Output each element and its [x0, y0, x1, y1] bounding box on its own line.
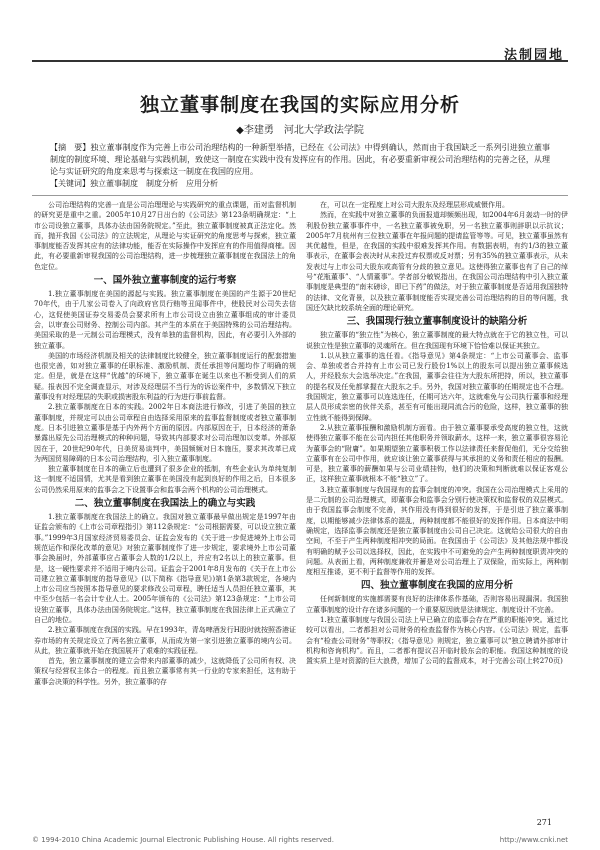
page-number: 271 — [536, 818, 552, 827]
footer-copyright: © 1994-2010 China Academic Journal Electronic Publishing House. All rights reserved. — [32, 836, 334, 844]
body-paragraph: 公司治理结构的完善一直是公司治理理论与实践研究的重点课题，而对监督机制的研究更是重中之重。2005年10月27日出台的《公司法》第123条明确规定：“上市公司设独立董事，具体办法由国务院规定。”至此，独立董事制度被真正法定化。然而，抛开我国《公司法》的立法规定，从理论与实证研究的角度思考与探索，独立董事制度能否发挥其应有的法律功能，能否在实际操作中发挥应有的作用值得商榷。因此，有必要重新审视我国的公司治理结构，进一步梳理独立董事制度在我国法上的角色定位。 — [34, 201, 296, 271]
section-heading: 四、独立董事制度在我国的应用分析 — [360, 580, 513, 592]
abstract: 【摘 要】独立董事制度作为完善上市公司治理结构的一种新型举措，已经在《公司法》中得到确认，然而由于我国缺乏一系列引进独立董事制度的制度环境、理论基础与实践机制，致使这一制度在实践中没有发挥应有的作用。因此，有必要重新审视公司治理结构的完善之径，从理论与实证研究的角度来思考与探索这一制度在我国的应用。 — [50, 143, 550, 176]
section-heading: 二、独立董事制度在我国法上的确立与实践 — [74, 498, 256, 510]
body-paragraph: 2.独立董事制度在日本的实践。2002年日本商法进行修改，引进了美国的独立董事制度，并规定可以由公司章程自由选择采用原来的监事监督制度或者独立董事制度。日本引进独立董事是基于内外两个方面的原因。内部原因在于，日本经济的萧条暴露出原先公司治理模式的种种问题，导致其内部要求对公司治理加以变革。外部原因在于，20世纪90年代，日美贸易谈判中，美国频频对日本施压，要求其改革已成为两国贸易障碍的日本公司治理结构，引入独立董事制度。 — [34, 403, 296, 463]
body-paragraph: 1.独立董事制度在美国的源起与实践。独立董事制度在美国的产生源于20世纪70年代，由于几家公司卷入了向政府官员行贿等丑闻事件中，使股民对公司失去信心，这促使美国证券交易委员会要求所有上市公司设立由独立董事组成的审计委员会，以审查公司财务、控制公司内部。其产生的本质在于美国特殊的公司治理结构。美国采取的是一元制公司治理模式，没有单独的监督机构，因此，有必要引入外部的独立董事。 — [34, 290, 296, 350]
body-paragraph: 任何新制度的实施都需要有良好的法律体系作基础，否则容易出现漏洞。我国独立董事制度的设计存在诸多问题的一个重要原因就是法律规定、制度设计不完善。 — [306, 595, 568, 614]
section-header: 法制园地 — [503, 48, 564, 63]
body-paragraph: 2.从独立董事报酬和激励机制方面看。由于独立董事要承受高度的独立性，这就使得独立董事不能在公司内担任其他职务并领取薪水，这样一来，独立董事很容易沦为董事会的“附庸”。如果期望独立董事积极工作以法律责任来督促他们，无分交给独立董事有在公司中作用，就应该让独立董事获得与其承担的义务和责任相应的报酬。可是，独立董事的薪酬如果与公司业绩挂钩，他们的决策和判断就难以保证客观公正，这样独立董事就根本不能“独立”了。 — [306, 423, 568, 484]
article-title: 独立董事制度在我国的实际应用分析 — [139, 94, 460, 116]
author-byline: ◆李建勇 河北大学政法学院 — [236, 125, 364, 136]
abstract-divider — [32, 195, 568, 196]
body-paragraph: 1.独立董事制度与我国公司法上早已确立的监事会存在严重的职能冲突。通过比较可以看出，二者都担对公司财务的检查监督作为核心内容。《公司法》规定，监事会有“检查公司财务”等职权；《指导意见》则规定，独立董事可以“独立聘请外部审计机构和咨询机构”。而且，二者都有提议召开临时股东会的职能。我国这种制度的设置实质上是对资源的巨大浪费，增加了公司的监督成本，对于完善公司(上转270页) — [306, 615, 568, 666]
left-column — [34, 200, 296, 687]
body-paragraph: 1.独立董事制度在我国法上的确立。我国对独立董事最早做出规定是1997年由证监会颁布的《上市公司章程指引》第112条规定：“公司根据需要，可以设立独立董事。”1999年3月国家经济贸易委员会、证监会发布的《关于进一步促进境外上市公司规范运作和深化改革的意见》对独立董事制度作了进一步规定，要求境外上市公司董事会换届时，外部董事应占董事会人数的1/2以上，并应有2名以上的独立董事。但是，这一硬性要求并不适用于境内公司。证监会于2001年8月发布的《关于在上市公司建立独立董事制度的指导意见》(以下简称《指导意见》)第1条第3款规定，各境内上市公司应当按照本指导意见的要求修改公司章程，聘任适当人员担任独立董事，其中至少包括一名会计专业人士。2005年颁布的《公司法》第123条规定：“上市公司设独立董事，具体办法由国务院规定。”这样，独立董事制度在我国法律上正式确立了自己的地位。 — [34, 513, 296, 624]
body-paragraph: 美国的市场经济机制及相关的法律制度比较健全，独立董事制度运行的配套措施也很完善，如对独立董事的任职标准、激励机制、责任承担等问题均作了明确的规定。但是，就是在这样“优越”的环境下，独立董事在诞生以来也不断受到人们的质疑。报表因不完全调查显示，对涉及经理层不当行为的诉讼案件中，多数情况下独立董事没有对经理层的失职或损害股东利益的行为进行事前监督。 — [34, 351, 296, 402]
header-divider — [32, 60, 568, 62]
keywords: 【关键词】独立董事制度 制度分析 应用分析 — [50, 179, 218, 188]
section-heading: 三、我国现行独立董事制度设计的缺陷分析 — [346, 316, 528, 328]
footer — [32, 836, 568, 844]
right-column — [306, 200, 568, 666]
section-heading: 一、国外独立董事制度的运行考察 — [93, 275, 237, 287]
body-paragraph: 独立董事制度在日本的确立后也遭到了很多企业的抵制，有些企业认为单纯复制这一制度不适国情，尤其是看到独立董事在美国没有起到良好的作用之后，日本很多公司仍然采用原来的监事会之下设置事会和监事会两个机构的公司治理模式。 — [34, 465, 296, 494]
body-paragraph: 首先，独立董事制度的建立会带来内部董事的减少，这就降低了公司所有权、决策权与经营权主体合一的程度。而且独立董事常有其一行业的专家来担任，这有助于董事会决策的科学性。另外，独立董事的存 — [34, 657, 296, 686]
body-paragraph: 2.独立董事制度在我国的实践。早在1993年，青岛啤酒发行H股时就按照香港证券市场的有关规定设立了两名独立董事，从而成为第一家引进独立董事的境内公司。从此，独立董事就开始在我国展开了艰难的实践征程。 — [34, 626, 296, 655]
body-paragraph: 然而，在实践中对独立董事的负面报道却频频出现，如2004年6月轰动一时的伊利股份独立董事事件中，一名独立董事被免职，另一名独立董事则辞职以示抗议；2005年7月杭州有三位独立董事在年报问题的提请监管等等。可见，独立董事虽然有其优越性，但是，在我国的实践中很难发挥其作用。有数据表明，有约1/3的独立董事表示，在董事会表决时从未投过弃权票或反对票；另有35%的独立董事表示，从未发表过与上市公司大股东或高管有分歧的独立意见。这使得独立董事也有了自己的绰号“花瓶董事”、“人情董事”。学者部分敏锐指出，在我国公司治理结构中引入独立董事制度是典型的“南末磅诊，即已下药”的做法，对于独立董事制度是否适用我国独特的法律、文化背景，以及独立董事制度能否实现完善公司治理结构的目的等问题，我国还欠缺比较系统全面的理论研究。 — [306, 211, 568, 312]
footer-url: http://www.cnki.net — [499, 836, 568, 844]
body-paragraph: 3.独立董事制度与我国现有的监事会制度的冲突。我国在公司治理模式上采用的是二元制的公司治理模式，即董事会和监事会分别行使决策权和监督权的双层模式。由于我国监事会制度不完善，其作用没有得到很好的发挥，于是引进了独立董事制度，以期能够减少法律体系的混乱，两种制度都不能很好的发挥作用。日本商法中明确规定，选择监事会制度还是独立董事制度由公司自己决定。这就给公司很大的自由空间，不至于产生两种制度相冲突的局面。在我国由于《公司法》及其他法规中都没有明确的赋予公司以选择权，因此，在实践中不可避免的会产生两种制度职责冲突的问题。从表面上看，两种制度兼收并蓄是对公司治理上了双保险，而实际上，两种制度相互推诿，更不利于监督等作用的发挥。 — [306, 485, 568, 577]
body-paragraph: 独立董事的“独立性”为核心，独立董事制度的最大特点就在于它的独立性，可以说独立性是独立董事的灵魂所在。但在我国现有环境下恰恰难以保证其独立。 — [306, 331, 568, 350]
body-paragraph: 在，可以在一定程度上对公司大股东及经理层形成威慑作用。 — [320, 201, 509, 209]
body-paragraph: 1.以从独立董事的选任看。《指导意见》第4条规定：“上市公司董事会、监事会、单独或者合并持有上市公司已发行股份1%以上的股东可以提出独立董事候选人，并经股东大会选举决定。”在我国，董事会往往为大股东所把持，所以，独立董事的提名权及任免都掌握在大股东之手。另外，我国对独立董事的任期规定也不合理。我国规定，独立董事可以连选连任，任期可达六年，这就难免与公司执行董事和经理层人员形成亲密的伙伴关系，甚至有可能出现同流合污的危险，这样，独立董事的独立性就不能得到保障。 — [306, 351, 568, 422]
